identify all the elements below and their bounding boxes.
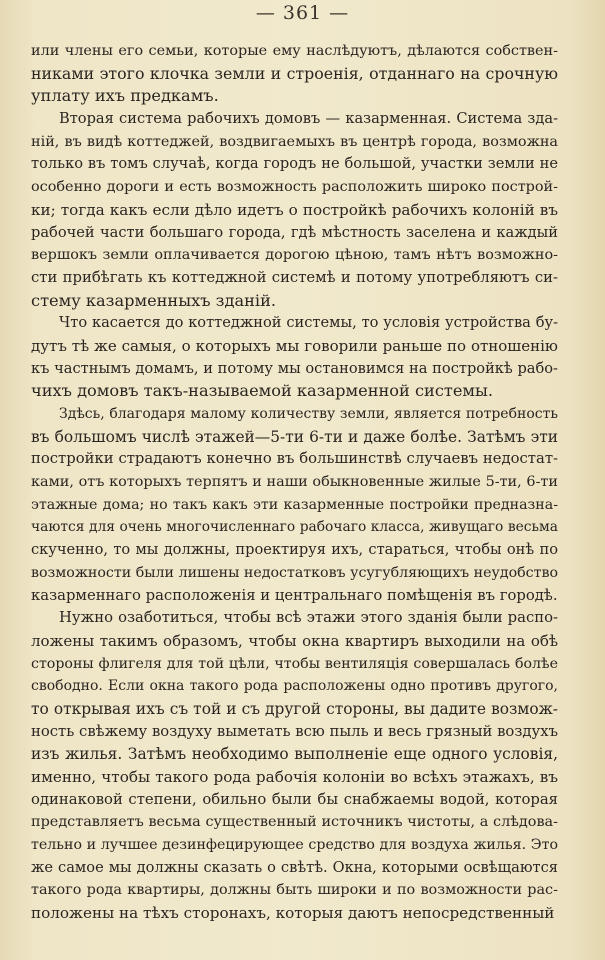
text-line: казарменнаго расположенія и центральнаго помѣщенія въ городѣ. [31, 586, 558, 604]
text-line: никами этого клочка земли и строенія, отданнаго на срочную [31, 63, 558, 83]
text-line: только въ томъ случаѣ, когда городъ не большой, участки земли не [31, 155, 558, 173]
text-line: такого рода квартиры, должны быть широки и по возможности рас- [31, 882, 558, 899]
text-line: то открывая ихъ съ той и съ другой стороны, вы дадите возмож- [31, 699, 558, 718]
text-line: стороны флигеля для той цѣли, чтобы вентиляція совершалась болѣе [31, 655, 558, 672]
text-line: Здѣсь, благодаря малому количеству земли, является потребность [59, 406, 558, 422]
text-line: къ частнымъ домамъ, и потому мы остановимся на постройкѣ рабо- [31, 359, 558, 377]
text-line: ками, отъ которыхъ терпятъ и наши обыкновенные жилые 5-ти, 6-ти [31, 474, 558, 491]
text-line: особенно дороги и есть возможность расположить широко построй- [31, 179, 558, 196]
text-line: ность свѣжему воздуху выметать всю пыль и весь грязный воздухъ [31, 722, 558, 740]
text-line: или члены его семьи, которые ему наслѣдуютъ, дѣлаются собствен- [31, 43, 558, 59]
text-line: вершокъ земли оплачивается дорогою цѣною, тамъ нѣтъ возможно- [31, 247, 558, 264]
text-line: въ большомъ числѣ этажей—5-ти 6-ти и даже болѣе. Затѣмъ эти [31, 427, 558, 446]
paragraph [31, 40, 558, 108]
text-line: именно, чтобы такого рода рабочія колоніи во всѣхъ этажахъ, въ [31, 768, 558, 786]
text-line: Вторая система рабочихъ домовъ — казарменная. Система зда- [59, 110, 558, 128]
text-line: стему казарменныхъ зданій. [31, 290, 277, 310]
text-line: чаются для очень многочисленнаго рабочаго класса, живущаго весьма [31, 519, 558, 536]
page-number: — 361 — [255, 2, 350, 24]
text-line: одинаковой степени, обильно были бы снабжаемы водой, которая [31, 790, 558, 808]
text-line: ки; тогда какъ если дѣло идетъ о постройкѣ рабочихъ колоній въ [31, 200, 558, 219]
text-line: изъ жилья. Затѣмъ необходимо выполненіе еще одного условія, [31, 745, 558, 764]
text-line: свободно. Если окна такого рода расположены одно противъ другого, [31, 678, 558, 695]
body-text [31, 40, 558, 925]
text-line: ложены такимъ образомъ, чтобы окна квартиръ выходили на обѣ [31, 631, 558, 650]
text-line: Нужно озаботиться, чтобы всѣ этажи этого зданія были распо- [59, 609, 558, 627]
paragraph [31, 312, 558, 403]
text-line: скученно, то мы должны, проектируя ихъ, стараться, чтобы онѣ по [31, 541, 558, 559]
text-line: сти прибѣгать къ коттеджной системѣ и потому употребляютъ си- [31, 268, 558, 286]
paragraph [31, 403, 558, 607]
text-line: уплату ихъ предкамъ. [31, 86, 219, 106]
text-line: Что касается до коттеджной системы, то условія устройства бу- [59, 314, 558, 332]
text-line: возможности были лишены недостатковъ усугубляющихъ неудобство [31, 564, 558, 581]
text-line: тельно и лучшее дезинфецирующее средство для воздуха жилья. Это [31, 837, 558, 854]
text-line: ній, въ видѣ коттеджей, воздвигаемыхъ въ центрѣ города, возможна [31, 133, 558, 150]
text-line: представляетъ весьма существенный источникъ чистоты, а слѣдова- [31, 814, 558, 831]
text-line: этажные дома; но такъ какъ эти казарменные постройки предназна- [31, 496, 558, 513]
text-line: постройки страдаютъ конечно въ большинствѣ случаевъ недостат- [31, 450, 558, 468]
text-line: чихъ домовъ такъ-называемой казарменной системы. [31, 381, 494, 401]
text-line: рабочей части большаго города, гдѣ мѣстность заселена и каждый [31, 223, 558, 241]
text-line: же самое мы должны сказать о свѣтѣ. Окна, которыми освѣщаются [31, 858, 558, 876]
text-line: дутъ тѣ же самыя, о которыхъ мы говорили раньше по отношенію [31, 336, 558, 355]
paragraph [31, 108, 558, 312]
paragraph [31, 607, 558, 925]
text-line: положены на тѣхъ сторонахъ, которыя даютъ непосредственный [31, 904, 555, 923]
